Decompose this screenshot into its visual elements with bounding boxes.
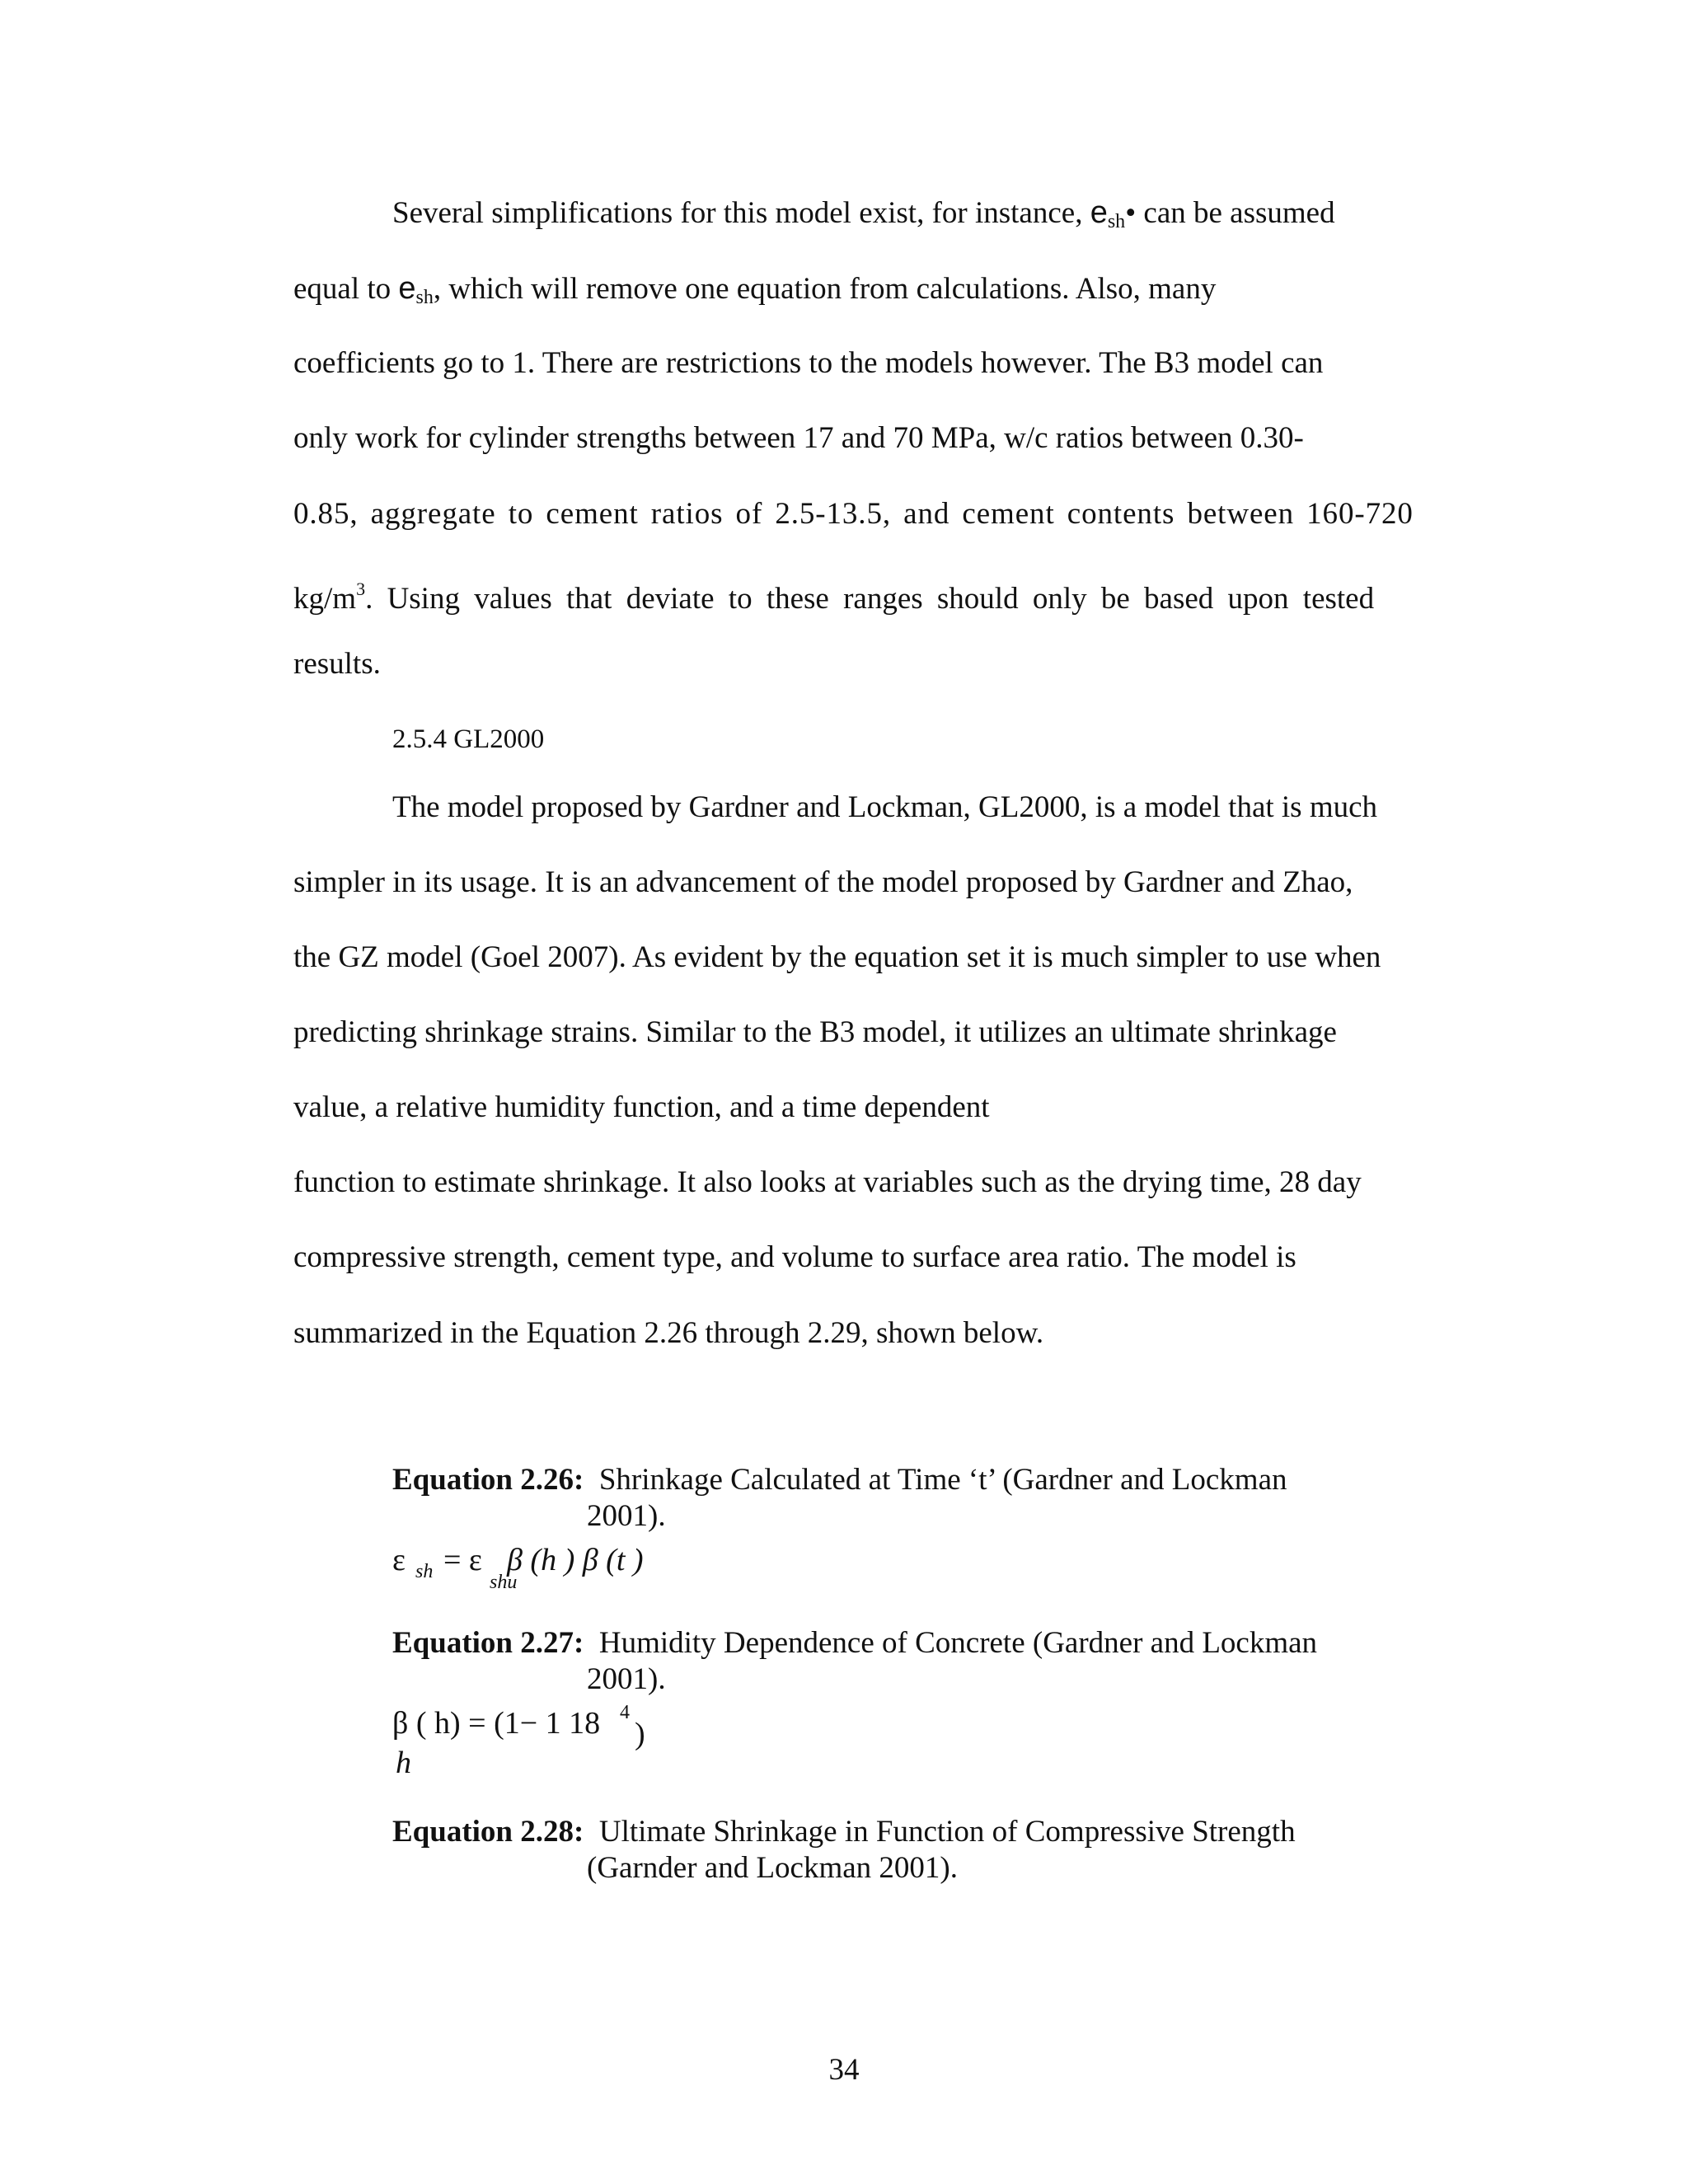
equation-2-26-caption xyxy=(392,1462,1287,1498)
bullet-dot: • xyxy=(1125,196,1137,230)
text: . Using values that deviate to these ranges should only be based upon tested xyxy=(365,582,1375,616)
paragraph2-line8: summarized in the Equation 2.26 through 2.29, shown below. xyxy=(293,1316,1044,1350)
text: Several simplifications for this model exist, for instance, xyxy=(392,196,1090,230)
text: , which will remove one equation from calculations. Also, many xyxy=(433,272,1217,306)
paragraph1-line4: only work for cylinder strengths between 17 and 70 MPa, w/c ratios between 0.30- xyxy=(293,421,1304,455)
equation-2-28-caption-cont: (Garnder and Lockman 2001). xyxy=(587,1851,958,1885)
text: kg/m xyxy=(293,582,357,616)
equation-label: Equation 2.26: xyxy=(392,1463,584,1497)
paragraph2-line1: The model proposed by Gardner and Lockman, GL2000, is a model that is much xyxy=(392,790,1378,824)
formula-main: β ( h) = (1− 1 18 xyxy=(392,1706,601,1741)
equation-label: Equation 2.28: xyxy=(392,1815,584,1849)
superscript: 4 xyxy=(620,1702,630,1723)
subscript: sh xyxy=(1107,211,1126,232)
equals-epsilon: = ε xyxy=(443,1543,482,1577)
equation-2-27-caption-cont: 2001). xyxy=(587,1662,666,1696)
equation-title: Humidity Dependence of Concrete (Gardner and Lockman xyxy=(598,1626,1318,1660)
paragraph2-line5: value, a relative humidity function, and a time dependent xyxy=(293,1090,990,1124)
text: equal to xyxy=(293,272,399,306)
paragraph1-line2 xyxy=(293,270,1216,316)
paragraph2-line3: the GZ model (Goel 2007). As evident by the equation set it is much simpler to use when xyxy=(293,940,1381,974)
epsilon-symbol: e xyxy=(398,271,416,306)
paragraph2-line4: predicting shrinkage strains. Similar to the B3 model, it utilizes an ultimate shrinkage xyxy=(293,1015,1337,1049)
paragraph1-line5: 0.85, aggregate to cement ratios of 2.5-13.5, and cement contents between 160-720 xyxy=(293,497,1414,531)
closing-paren: ) xyxy=(635,1717,645,1751)
subscript: sh xyxy=(415,1561,434,1582)
paragraph1-line1 xyxy=(392,194,1335,240)
paragraph2-line6: function to estimate shrinkage. It also looks at variables such as the drying time, 28 day xyxy=(293,1165,1362,1199)
subscript: sh xyxy=(415,287,434,308)
equation-2-27-caption xyxy=(392,1625,1317,1661)
equation-title: Shrinkage Calculated at Time ‘t’ (Gardner and Lockman xyxy=(598,1463,1287,1497)
section-heading: 2.5.4 GL2000 xyxy=(392,724,545,754)
epsilon-symbol: e xyxy=(1090,195,1108,230)
paragraph2-line7: compressive strength, cement type, and volume to surface area ratio. The model is xyxy=(293,1240,1296,1274)
paragraph1-line3: coefficients go to 1. There are restrictions to the models however. The B3 model can xyxy=(293,346,1324,380)
formula-rhs: β (h ) β (t ) xyxy=(507,1543,644,1577)
equation-2-26-caption-cont: 2001). xyxy=(587,1499,666,1533)
variable-h: h xyxy=(396,1746,411,1780)
equation-title: Ultimate Shrinkage in Function of Compressive Strength xyxy=(598,1815,1296,1849)
epsilon-symbol: ε xyxy=(392,1543,406,1577)
paragraph1-line7: results. xyxy=(293,647,381,681)
paragraph1-line6 xyxy=(293,571,1374,617)
page-number: 34 xyxy=(828,2053,860,2087)
text: can be assumed xyxy=(1136,196,1335,230)
superscript: 3 xyxy=(356,579,366,599)
subscript: shu xyxy=(490,1572,518,1593)
equation-label: Equation 2.27: xyxy=(392,1626,584,1660)
paragraph2-line2: simpler in its usage. It is an advancement of the model proposed by Gardner and Zhao, xyxy=(293,865,1353,899)
equation-2-28-caption xyxy=(392,1814,1296,1850)
